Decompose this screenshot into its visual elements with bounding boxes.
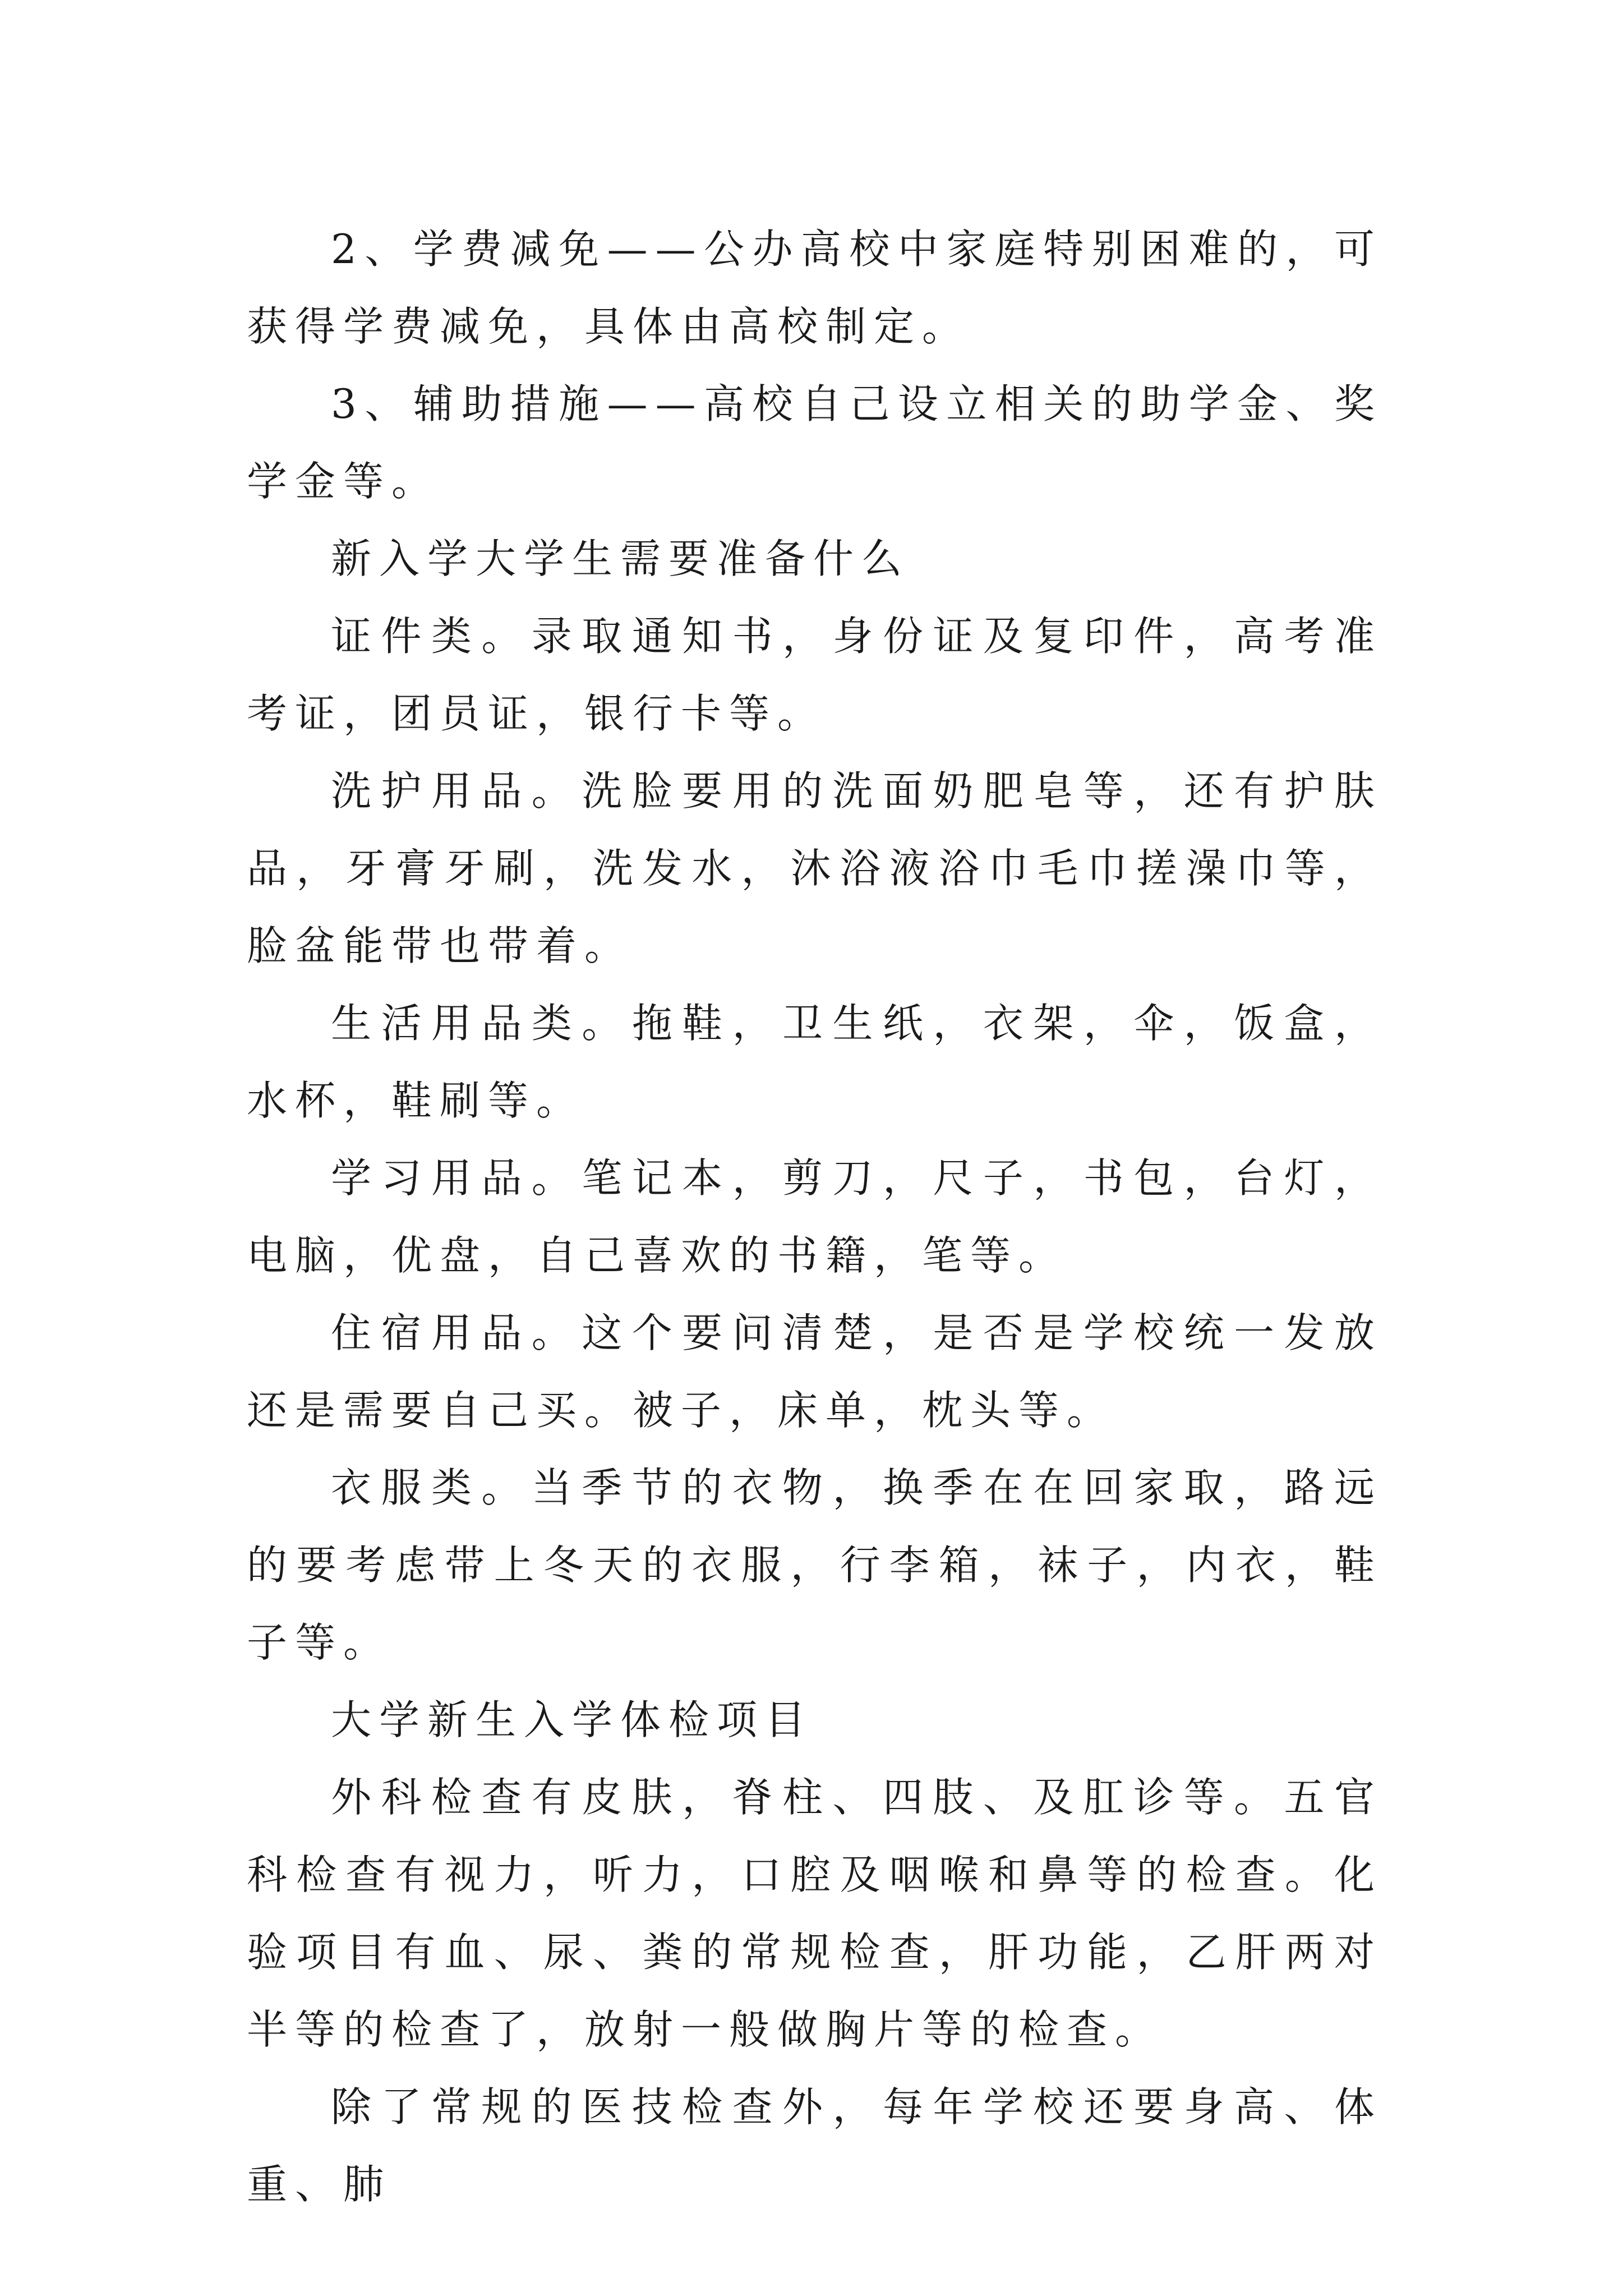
paragraph-daily-necessities: 生活用品类。拖鞋，卫生纸，衣架，伞，饭盒，水杯，鞋刷等。: [247, 1000, 1382, 1124]
paragraph-bedding: 住宿用品。这个要问清楚，是否是学校统一发放还是需要自己买。被子，床单，枕头等。: [247, 1309, 1382, 1434]
paragraph-toiletries: 洗护用品。洗脸要用的洗面奶肥皂等，还有护肤品，牙膏牙刷，洗发水，沐浴液浴巾毛巾搓澡巾等，脸盆能带也带着。: [247, 767, 1382, 969]
document-body: [247, 210, 1382, 2223]
heading-freshman-preparation: 新入学大学生需要准备什么: [331, 535, 910, 582]
paragraph-additional-checks: 除了常规的医技检查外，每年学校还要身高、体重、肺: [247, 2083, 1382, 2208]
paragraph-tuition-reduction: 2、学费减免——公办高校中家庭特别困难的，可获得学费减免，具体由高校制定。: [247, 226, 1382, 350]
paragraph-clothing: 衣服类。当季节的衣物，换季在在回家取，路远的要考虑带上冬天的衣服，行李箱，袜子，内衣，鞋子等。: [247, 1464, 1382, 1666]
heading-health-check: 大学新生入学体检项目: [331, 1696, 814, 1743]
paragraph-study-supplies: 学习用品。笔记本，剪刀，尺子，书包，台灯，电脑，优盘，自己喜欢的书籍，笔等。: [247, 1154, 1382, 1279]
paragraph-documents: 证件类。录取通知书，身份证及复印件，高考准考证，团员证，银行卡等。: [247, 613, 1382, 737]
paragraph-auxiliary-measures: 3、辅助措施——高校自己设立相关的助学金、奖学金等。: [247, 380, 1382, 505]
paragraph-examination-items: 外科检查有皮肤，脊柱、四肢、及肛诊等。五官科检查有视力，听力，口腔及咽喉和鼻等的检查。化验项目有血、尿、粪的常规检查，肝功能，乙肝两对半等的检查了，放射一般做胸片等的检查。: [247, 1774, 1382, 2053]
